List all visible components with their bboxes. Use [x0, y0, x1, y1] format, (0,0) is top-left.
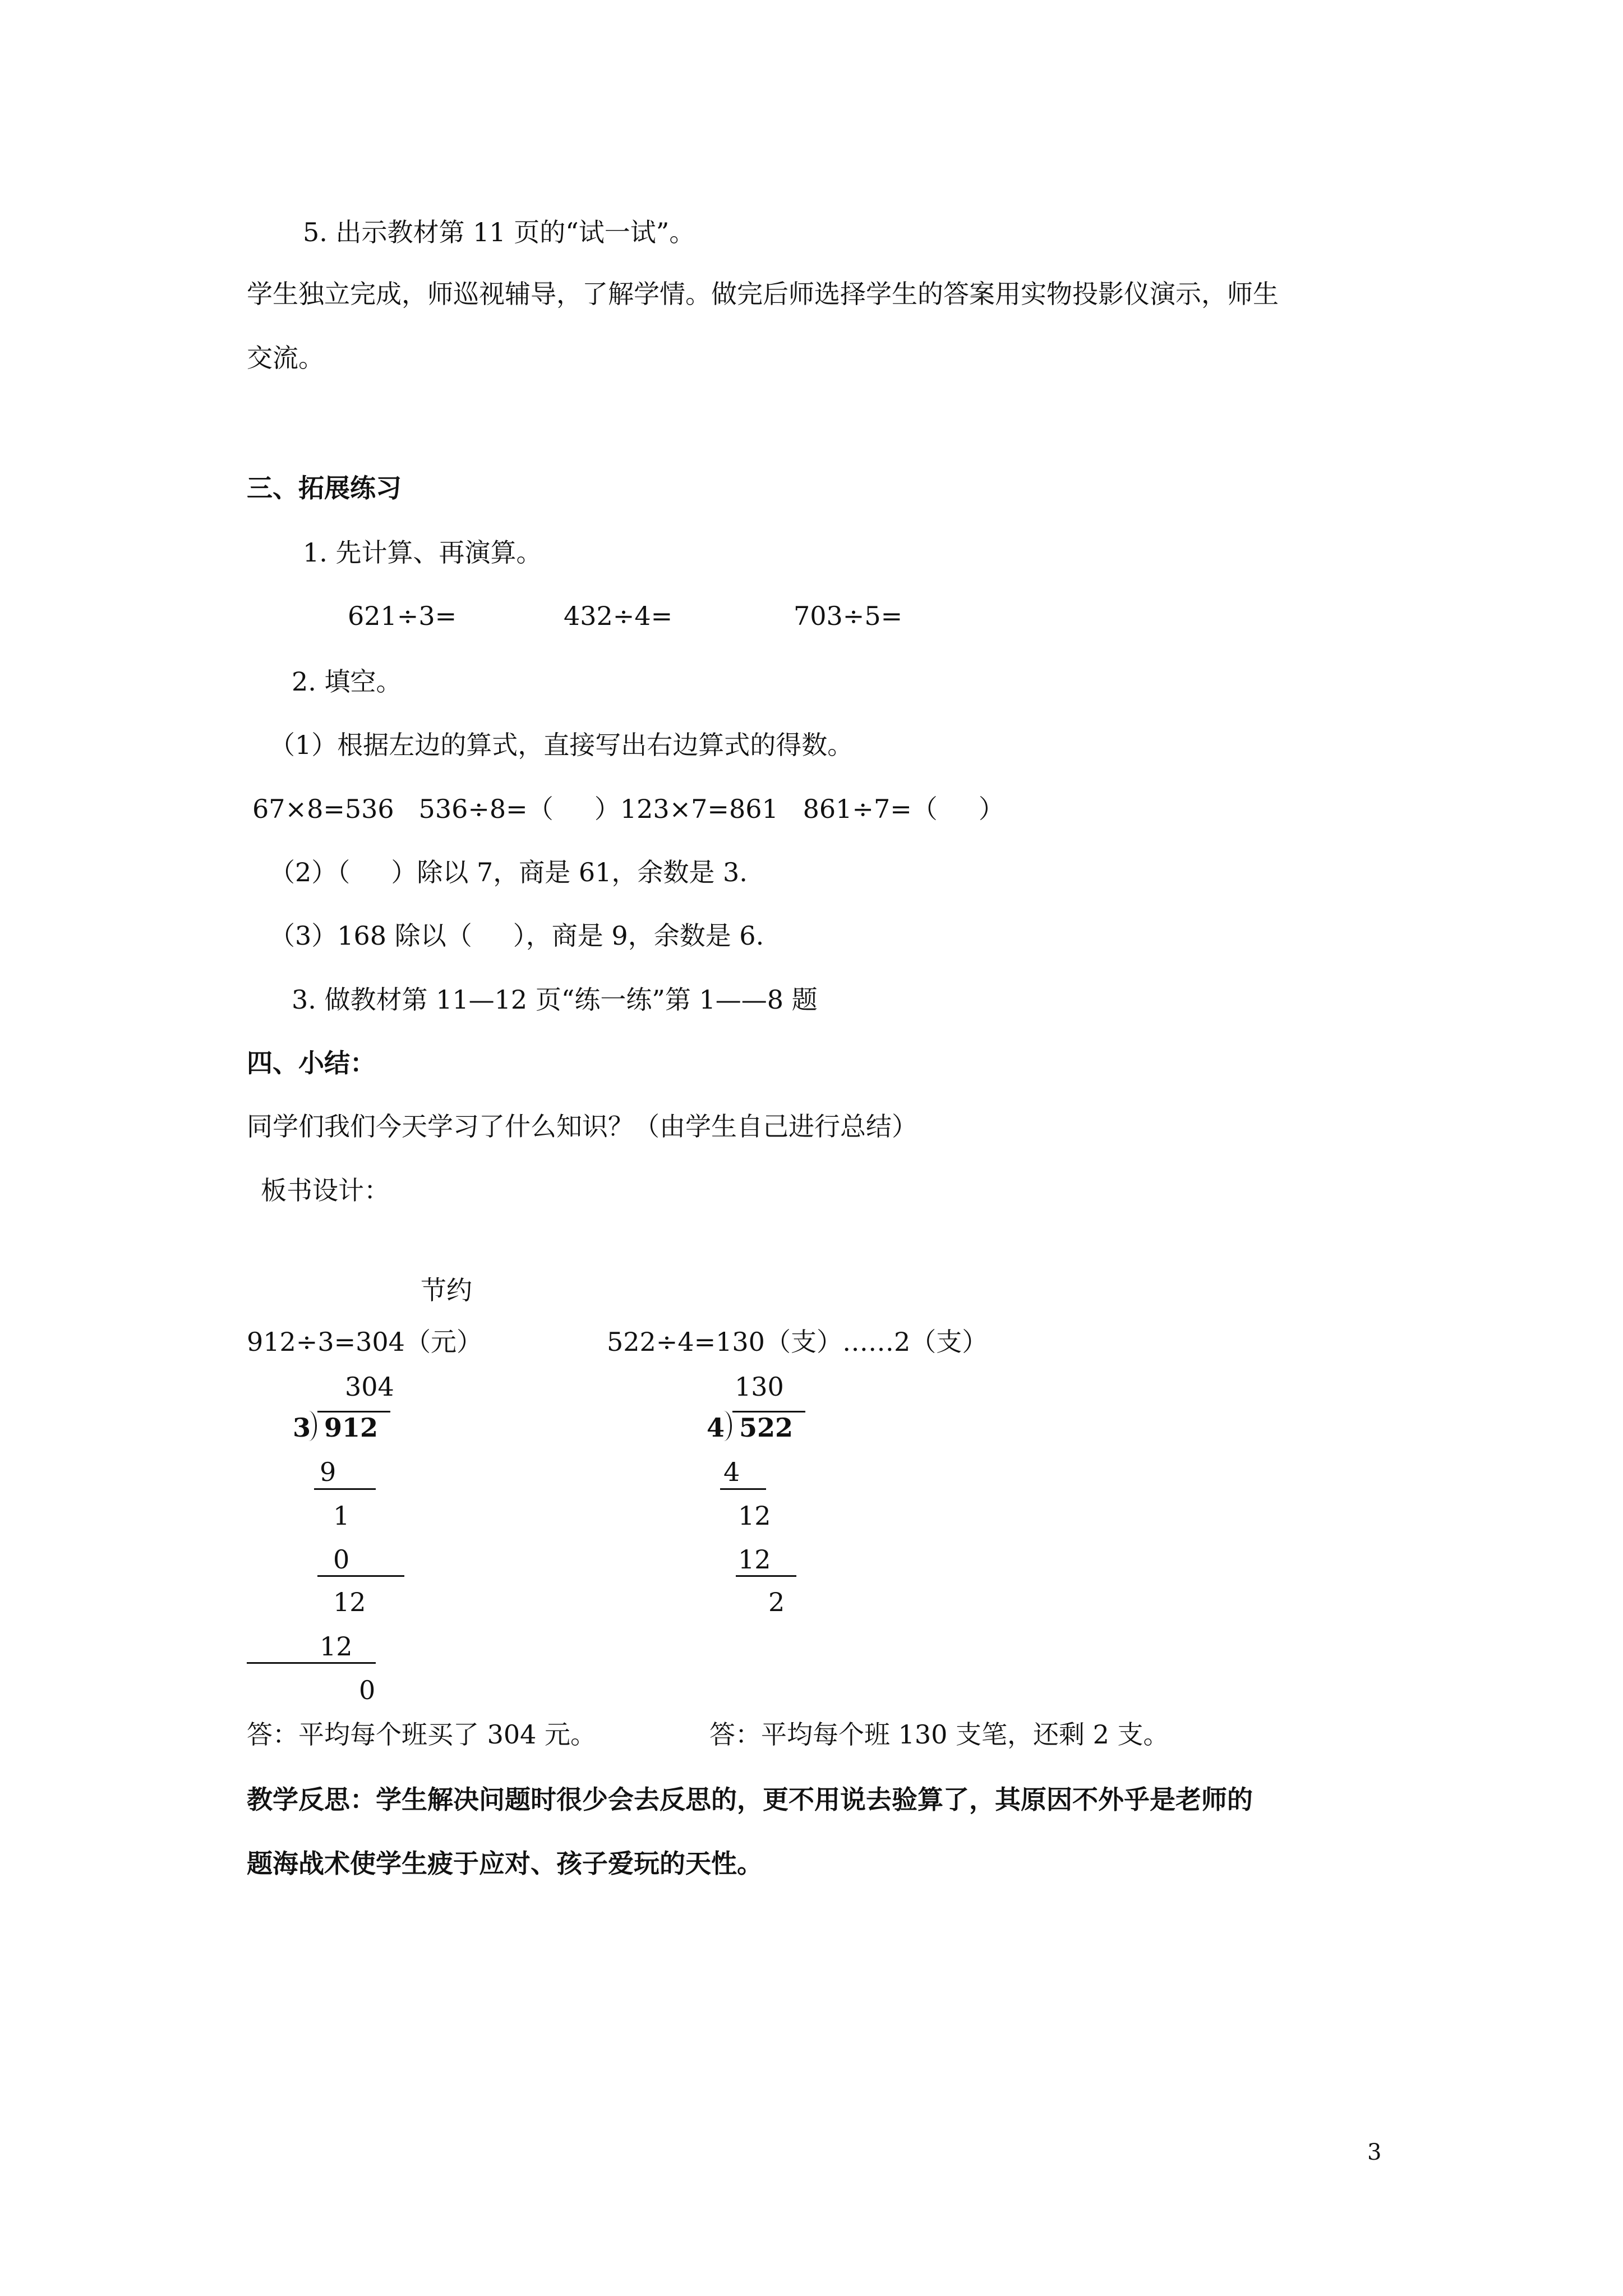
- board-right-line-2: [736, 1575, 796, 1577]
- board-left-note: 节约: [421, 1275, 472, 1305]
- board-left-step-4: 12: [333, 1587, 366, 1617]
- board-right-division-bracket: [718, 1411, 732, 1441]
- board-left-dividend: 912: [324, 1412, 379, 1443]
- board-design-label: 板书设计：: [261, 1175, 390, 1205]
- board-right-answer: 答：平均每个班 130 支笔，还剩 2 支。: [709, 1719, 1169, 1750]
- paragraph-line-1: 学生独立完成，师巡视辅导，了解学情。做完后师选择学生的答案用实物投影仪演示，师生: [247, 279, 1279, 309]
- fill-sub-1-expression: 67×8=536 536÷8=（ ）123×7=861 861÷7=（ ）: [252, 794, 1004, 824]
- board-right-quotient: 130: [735, 1372, 784, 1402]
- section-four-heading: 四、小结：: [247, 1048, 376, 1078]
- board-left-step-6: 0: [359, 1675, 376, 1705]
- board-left-line-3: [247, 1662, 376, 1664]
- board-left-step-5: 12: [320, 1631, 353, 1662]
- board-right-divisor: 4: [707, 1412, 725, 1443]
- calc-expression-1: 621÷3=: [348, 601, 457, 631]
- calc-expression-3: 703÷5=: [794, 601, 903, 631]
- board-left-division-bracket: [303, 1411, 317, 1441]
- fill-sub-2: （2）（ ）除以 7，商是 61，余数是 3.: [269, 857, 748, 887]
- summary-text: 同学们我们今天学习了什么知识？（由学生自己进行总结）: [247, 1111, 917, 1142]
- board-left-line-1: [314, 1488, 376, 1490]
- board-left-divisor: 3: [293, 1412, 311, 1443]
- page-number: 3: [1367, 2139, 1382, 2165]
- board-right-equation: 522÷4=130（支）……2（支）: [607, 1327, 988, 1357]
- calc-expression-2: 432÷4=: [564, 601, 673, 631]
- board-left-equation: 912÷3=304（元）: [247, 1327, 482, 1357]
- board-right-dividend: 522: [739, 1412, 794, 1443]
- exercise-item-3: 3. 做教材第 11—12 页“练一练”第 1——8 题: [292, 984, 818, 1015]
- exercise-item-2: 2. 填空。: [292, 666, 402, 697]
- board-right-step-3: 12: [738, 1544, 771, 1575]
- board-right-step-2: 12: [738, 1501, 771, 1531]
- board-left-line-2: [317, 1575, 404, 1577]
- section-three-heading: 三、拓展练习: [247, 473, 402, 503]
- board-left-step-3: 0: [333, 1544, 350, 1575]
- board-left-step-1: 9: [320, 1457, 336, 1487]
- board-left-answer: 答：平均每个班买了 304 元。: [247, 1719, 597, 1750]
- paragraph-line-2: 交流。: [247, 343, 324, 373]
- board-right-line-1: [720, 1488, 766, 1490]
- board-right-step-4: 2: [768, 1587, 785, 1617]
- fill-sub-3: （3）168 除以（ ），商是 9，余数是 6.: [269, 921, 764, 951]
- board-left-quotient: 304: [345, 1372, 394, 1402]
- fill-sub-1: （1）根据左边的算式，直接写出右边算式的得数。: [269, 730, 854, 760]
- item-5: 5. 出示教材第 11 页的“试一试”。: [303, 217, 695, 247]
- exercise-item-1: 1. 先计算、再演算。: [303, 537, 542, 568]
- board-right-step-1: 4: [723, 1457, 740, 1487]
- reflection-line-1: 教学反思：学生解决问题时很少会去反思的，更不用说去验算了，其原因不外乎是老师的: [247, 1784, 1253, 1815]
- reflection-line-2: 题海战术使学生疲于应对、孩子爱玩的天性。: [247, 1848, 763, 1879]
- board-left-step-2: 1: [333, 1501, 350, 1531]
